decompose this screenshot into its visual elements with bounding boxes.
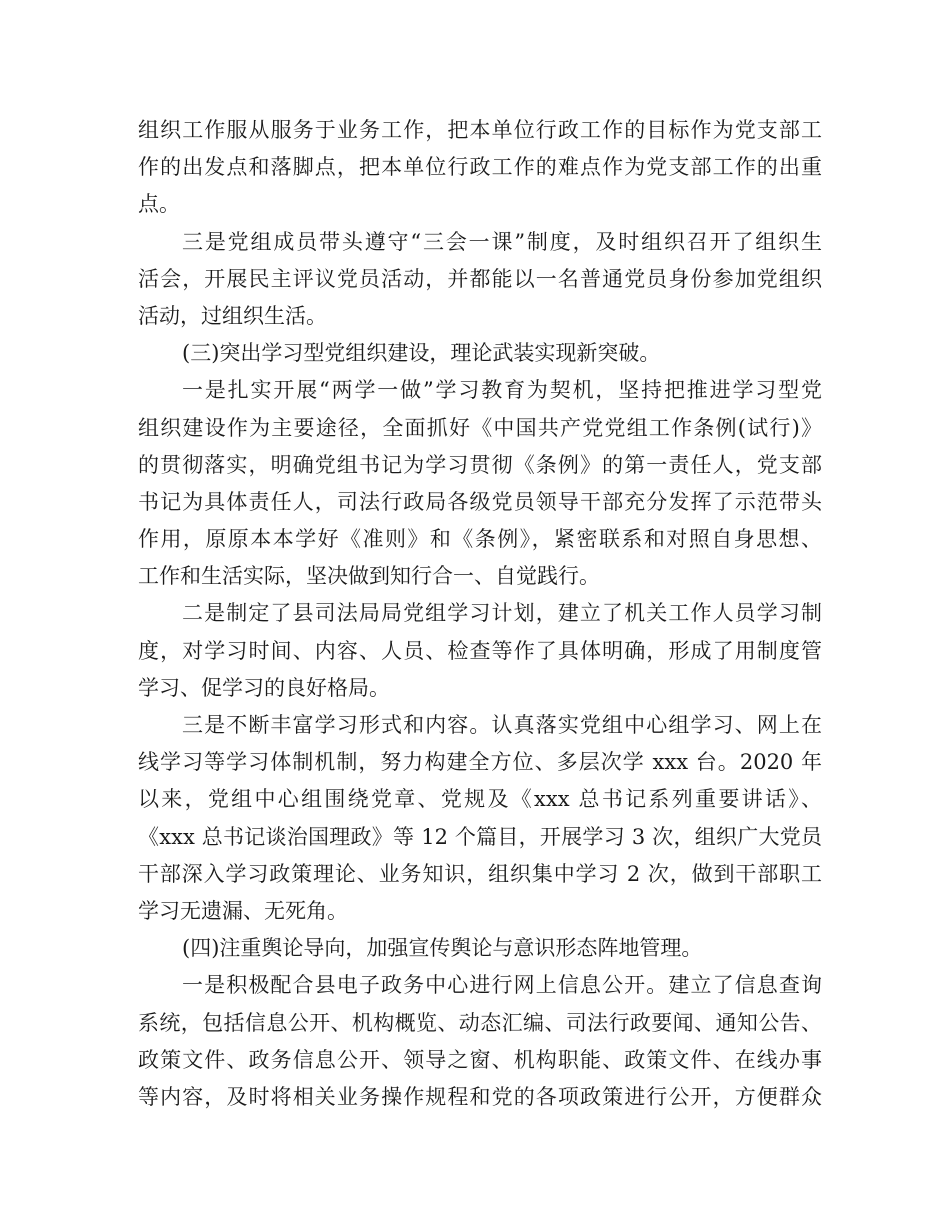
text-line: 《xxx 总书记谈治国理政》等 12 个篇目，开展学习 3 次，组织广大党员	[138, 824, 822, 849]
document-body	[138, 112, 822, 1116]
text-line: 一是积极配合县电子政务中心进行网上信息公开。建立了信息查询	[182, 973, 822, 998]
text-line: 活动，过组织生活。	[138, 303, 327, 328]
text-line: 等内容，及时将相关业务操作规程和党的各项政策进行公开，方便群众	[138, 1084, 822, 1109]
text-line: 线学习等学习体制机制，努力构建全方位、多层次学 xxx 台。2020 年	[138, 750, 822, 775]
text-line: 组织建设作为主要途径，全面抓好《中国共产党党组工作条例(试行)》	[138, 415, 822, 440]
text-line: 作用，原原本本学好《准则》和《条例》，紧密联系和对照自身思想、	[138, 527, 822, 552]
text-line: 以来，党组中心组围绕党章、党规及《xxx 总书记系列重要讲话》、	[138, 787, 822, 812]
text-line: 的贯彻落实，明确党组书记为学习贯彻《条例》的第一责任人，党支部	[138, 452, 822, 477]
text-line: 学习无遗漏、无死角。	[138, 898, 348, 923]
text-line: 作的出发点和落脚点，把本单位行政工作的难点作为党支部工作的出重	[138, 155, 822, 180]
text-line: 点。	[138, 192, 180, 217]
text-line: 组织工作服从服务于业务工作，把本单位行政工作的目标作为党支部工	[138, 118, 822, 142]
text-line: 度，对学习时间、内容、人员、检查等作了具体明确，形成了用制度管	[138, 638, 822, 663]
text-line: 系统，包括信息公开、机构概览、动态汇编、司法行政要闻、通知公告、	[138, 1010, 822, 1035]
text-line: 学习、促学习的良好格局。	[138, 675, 390, 700]
text-line: 三是党组成员带头遵守“三会一课”制度，及时组织召开了组织生	[182, 229, 822, 254]
text-line: (四)注重舆论导向，加强宣传舆论与意识形态阵地管理。	[182, 936, 703, 961]
text-line: 干部深入学习政策理论、业务知识，组织集中学习 2 次，做到干部职工	[138, 861, 822, 886]
text-line: 活会，开展民主评议党员活动，并都能以一名普通党员身份参加党组织	[138, 266, 822, 291]
text-line: 一是扎实开展“两学一做”学习教育为契机，坚持把推进学习型党	[182, 378, 822, 403]
text-line: 书记为具体责任人，司法行政局各级党员领导干部充分发挥了示范带头	[138, 489, 822, 514]
text-line: 三是不断丰富学习形式和内容。认真落实党组中心组学习、网上在	[182, 713, 822, 737]
text-line: 政策文件、政务信息公开、领导之窗、机构职能、政策文件、在线办事	[138, 1047, 822, 1072]
text-line: 工作和生活实际，坚决做到知行合一、自觉践行。	[138, 564, 600, 589]
text-line: (三)突出学习型党组织建设，理论武装实现新突破。	[182, 341, 661, 366]
text-line: 二是制定了县司法局局党组学习计划，建立了机关工作人员学习制	[182, 601, 822, 626]
